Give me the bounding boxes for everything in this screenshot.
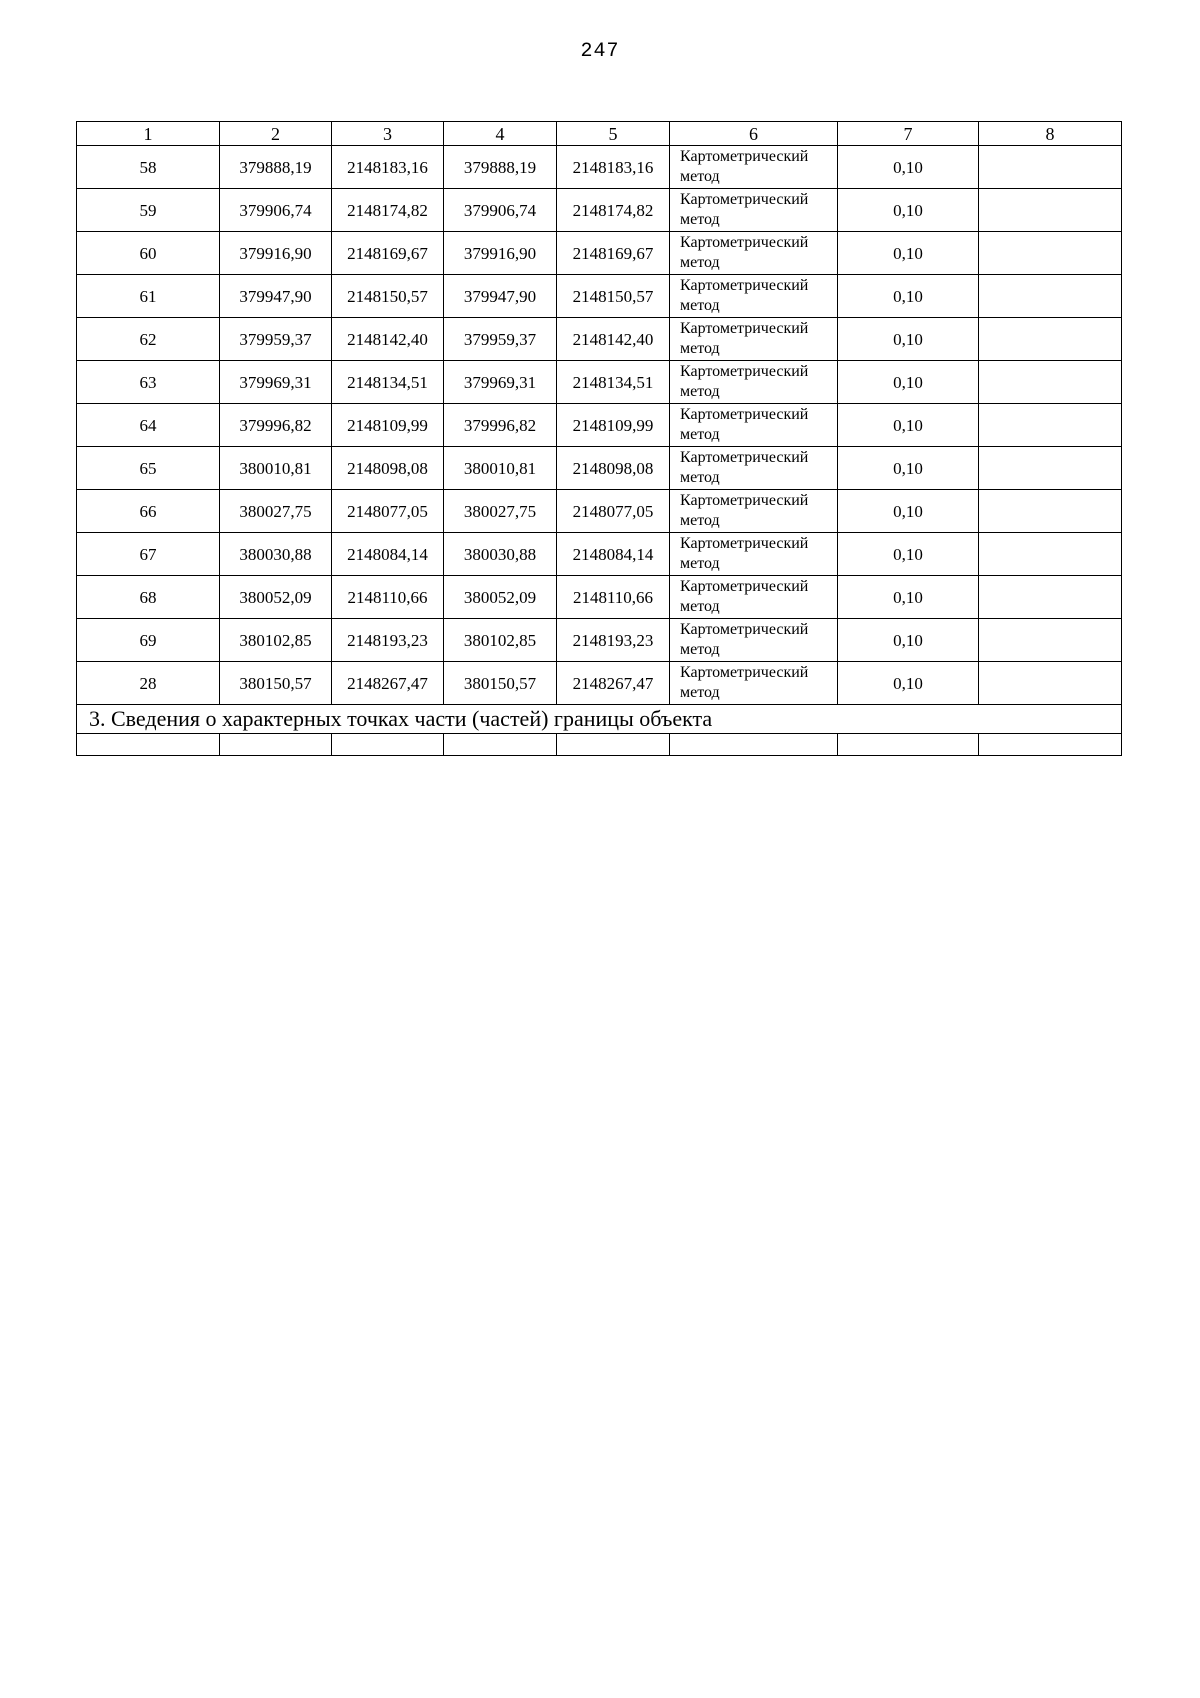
y2-cell: 2148077,05 [557,490,670,533]
note-cell [979,275,1122,318]
y2-cell: 2148142,40 [557,318,670,361]
method-line1: Картометрический [680,535,809,552]
x1-cell: 380102,85 [220,619,332,662]
point-cell: 65 [77,447,220,490]
method-line1: Картометрический [680,234,809,251]
y2-cell: 2148150,57 [557,275,670,318]
x1-cell: 379959,37 [220,318,332,361]
method-line2: метод [680,211,720,228]
y1-cell: 2148077,05 [332,490,444,533]
header-cell: 2 [220,122,332,146]
section-title: 3. Сведения о характерных точках части (частей) границы объекта [77,705,1122,734]
x2-cell: 380027,75 [444,490,557,533]
table-row [77,361,1122,404]
method-line2: метод [680,469,720,486]
point-cell: 60 [77,232,220,275]
table-row [77,232,1122,275]
empty-cell [77,734,220,756]
y2-cell: 2148174,82 [557,189,670,232]
table-row [77,490,1122,533]
method-line2: метод [680,254,720,271]
y1-cell: 2148193,23 [332,619,444,662]
x2-cell: 379969,31 [444,361,557,404]
x2-cell: 380150,57 [444,662,557,705]
y1-cell: 2148169,67 [332,232,444,275]
x2-cell: 380052,09 [444,576,557,619]
accuracy-cell: 0,10 [838,662,979,705]
empty-cell [838,734,979,756]
empty-row [77,734,1122,756]
accuracy-cell: 0,10 [838,576,979,619]
accuracy-cell: 0,10 [838,275,979,318]
header-cell: 4 [444,122,557,146]
method-line1: Картометрический [680,664,809,681]
method-line1: Картометрический [680,621,809,638]
method-cell [670,662,838,705]
point-cell: 64 [77,404,220,447]
header-cell: 7 [838,122,979,146]
method-line1: Картометрический [680,191,809,208]
method-line1: Картометрический [680,492,809,509]
point-cell: 59 [77,189,220,232]
method-line1: Картометрический [680,406,809,423]
note-cell [979,318,1122,361]
method-cell [670,576,838,619]
accuracy-cell: 0,10 [838,447,979,490]
y2-cell: 2148169,67 [557,232,670,275]
method-line2: метод [680,598,720,615]
accuracy-cell: 0,10 [838,619,979,662]
method-cell [670,404,838,447]
note-cell [979,490,1122,533]
accuracy-cell: 0,10 [838,318,979,361]
x1-cell: 379996,82 [220,404,332,447]
method-line1: Картометрический [680,148,809,165]
table-row [77,576,1122,619]
header-cell: 3 [332,122,444,146]
table-row [77,146,1122,189]
point-cell: 62 [77,318,220,361]
method-cell [670,146,838,189]
x2-cell: 379906,74 [444,189,557,232]
x2-cell: 379916,90 [444,232,557,275]
x2-cell: 379996,82 [444,404,557,447]
table-row [77,533,1122,576]
x1-cell: 380027,75 [220,490,332,533]
y2-cell: 2148084,14 [557,533,670,576]
y1-cell: 2148183,16 [332,146,444,189]
note-cell [979,447,1122,490]
x2-cell: 380010,81 [444,447,557,490]
page-number: 247 [580,40,620,63]
method-line1: Картометрический [680,363,809,380]
coordinates-table [76,121,1122,756]
method-line1: Картометрический [680,277,809,294]
x1-cell: 379969,31 [220,361,332,404]
x1-cell: 379916,90 [220,232,332,275]
point-cell: 67 [77,533,220,576]
y1-cell: 2148110,66 [332,576,444,619]
method-line2: метод [680,297,720,314]
y2-cell: 2148109,99 [557,404,670,447]
section-row [77,705,1122,734]
method-cell [670,533,838,576]
y1-cell: 2148150,57 [332,275,444,318]
y2-cell: 2148183,16 [557,146,670,189]
point-cell: 63 [77,361,220,404]
method-line1: Картометрический [680,449,809,466]
x2-cell: 380102,85 [444,619,557,662]
method-cell [670,361,838,404]
method-line1: Картометрический [680,578,809,595]
x1-cell: 380150,57 [220,662,332,705]
y1-cell: 2148142,40 [332,318,444,361]
x1-cell: 379906,74 [220,189,332,232]
point-cell: 69 [77,619,220,662]
y1-cell: 2148134,51 [332,361,444,404]
method-line2: метод [680,340,720,357]
x1-cell: 379947,90 [220,275,332,318]
method-cell [670,490,838,533]
note-cell [979,619,1122,662]
y1-cell: 2148098,08 [332,447,444,490]
accuracy-cell: 0,10 [838,533,979,576]
header-cell: 5 [557,122,670,146]
note-cell [979,533,1122,576]
point-cell: 61 [77,275,220,318]
empty-cell [444,734,557,756]
note-cell [979,189,1122,232]
method-cell [670,232,838,275]
method-line2: метод [680,426,720,443]
accuracy-cell: 0,10 [838,490,979,533]
table-row [77,662,1122,705]
table-row [77,189,1122,232]
method-line1: Картометрический [680,320,809,337]
y2-cell: 2148193,23 [557,619,670,662]
method-line2: метод [680,383,720,400]
header-cell: 8 [979,122,1122,146]
x2-cell: 379888,19 [444,146,557,189]
x2-cell: 379959,37 [444,318,557,361]
header-cell: 6 [670,122,838,146]
table-row [77,404,1122,447]
point-cell: 68 [77,576,220,619]
x1-cell: 380010,81 [220,447,332,490]
method-cell [670,447,838,490]
method-cell [670,275,838,318]
empty-cell [979,734,1122,756]
y2-cell: 2148134,51 [557,361,670,404]
method-line2: метод [680,168,720,185]
empty-cell [557,734,670,756]
y2-cell: 2148098,08 [557,447,670,490]
table-row [77,447,1122,490]
y1-cell: 2148174,82 [332,189,444,232]
table-row [77,619,1122,662]
x1-cell: 379888,19 [220,146,332,189]
x1-cell: 380052,09 [220,576,332,619]
accuracy-cell: 0,10 [838,232,979,275]
method-line2: метод [680,641,720,658]
empty-cell [332,734,444,756]
accuracy-cell: 0,10 [838,189,979,232]
point-cell: 28 [77,662,220,705]
note-cell [979,576,1122,619]
empty-cell [670,734,838,756]
note-cell [979,146,1122,189]
point-cell: 58 [77,146,220,189]
point-cell: 66 [77,490,220,533]
header-cell: 1 [77,122,220,146]
note-cell [979,361,1122,404]
y2-cell: 2148110,66 [557,576,670,619]
method-cell [670,189,838,232]
table-header-row [77,122,1122,146]
method-cell [670,318,838,361]
method-line2: метод [680,555,720,572]
y1-cell: 2148109,99 [332,404,444,447]
method-cell [670,619,838,662]
method-line2: метод [680,512,720,529]
note-cell [979,232,1122,275]
x2-cell: 379947,90 [444,275,557,318]
y1-cell: 2148084,14 [332,533,444,576]
method-line2: метод [680,684,720,701]
y1-cell: 2148267,47 [332,662,444,705]
note-cell [979,662,1122,705]
note-cell [979,404,1122,447]
empty-cell [220,734,332,756]
accuracy-cell: 0,10 [838,404,979,447]
accuracy-cell: 0,10 [838,146,979,189]
accuracy-cell: 0,10 [838,361,979,404]
table-row [77,318,1122,361]
x2-cell: 380030,88 [444,533,557,576]
table-row [77,275,1122,318]
x1-cell: 380030,88 [220,533,332,576]
y2-cell: 2148267,47 [557,662,670,705]
